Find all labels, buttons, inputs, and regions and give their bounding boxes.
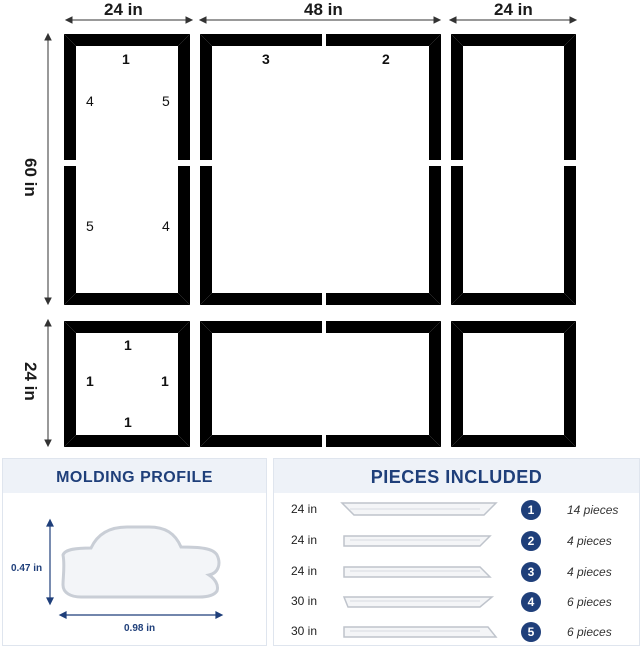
piece-size-4: 30 in (291, 594, 318, 608)
label-upper-middle-right: 2 (382, 51, 390, 67)
label-upper-left-right-bottom: 4 (162, 218, 170, 234)
piece-size-2: 24 in (291, 533, 318, 547)
label-upper-left-top: 1 (122, 51, 130, 67)
label-lower-left-right: 1 (161, 373, 169, 389)
piece-molding-1 (340, 501, 500, 519)
piece-count-3: 4 pieces (567, 565, 612, 579)
pieces-included-title: PIECES INCLUDED (370, 467, 543, 487)
dim-top-middle-label: 48 in (304, 0, 343, 19)
piece-number-badge-4: 4 (521, 592, 541, 612)
frame-lower-right (451, 321, 576, 447)
piece-count-5: 6 pieces (567, 625, 612, 639)
label-lower-left-bottom: 1 (124, 414, 132, 430)
frame-upper-middle (200, 34, 441, 305)
piece-molding-3 (340, 563, 500, 581)
label-upper-left-right-top: 5 (162, 93, 170, 109)
piece-molding-4 (340, 593, 500, 611)
molding-profile-panel (2, 458, 267, 646)
piece-size-1: 24 in (291, 502, 318, 516)
piece-number-badge-2: 2 (521, 531, 541, 551)
profile-width-label: 0.98 in (124, 623, 156, 634)
molding-profile-title: MOLDING PROFILE (56, 469, 213, 486)
dim-top-right-label: 24 in (494, 0, 533, 19)
piece-count-4: 6 pieces (567, 595, 612, 609)
piece-number-badge-5: 5 (521, 622, 541, 642)
pieces-included-panel (273, 458, 640, 646)
label-upper-middle-left: 3 (262, 51, 270, 67)
label-lower-left-top: 1 (124, 337, 132, 353)
piece-count-1: 14 pieces (567, 503, 619, 517)
piece-molding-5 (340, 623, 500, 641)
dim-top-left-label: 24 in (104, 0, 143, 19)
frame-lower-middle (200, 321, 441, 447)
molding-profile-shape (63, 527, 219, 597)
piece-size-3: 24 in (291, 564, 318, 578)
label-upper-left-left-top: 4 (86, 93, 94, 109)
piece-number-badge-1: 1 (521, 500, 541, 520)
frame-upper-left (64, 34, 190, 305)
label-upper-left-left-bottom: 5 (86, 218, 94, 234)
piece-number-badge-3: 3 (521, 562, 541, 582)
piece-size-5: 30 in (291, 624, 318, 638)
piece-count-2: 4 pieces (567, 534, 612, 548)
frame-upper-right (451, 34, 576, 305)
dim-upper-height-label: 60 in (21, 158, 40, 197)
piece-molding-2 (340, 532, 500, 550)
label-lower-left-left: 1 (86, 373, 94, 389)
profile-height-label: 0.47 in (11, 563, 43, 574)
dim-lower-height-label: 24 in (21, 362, 40, 401)
